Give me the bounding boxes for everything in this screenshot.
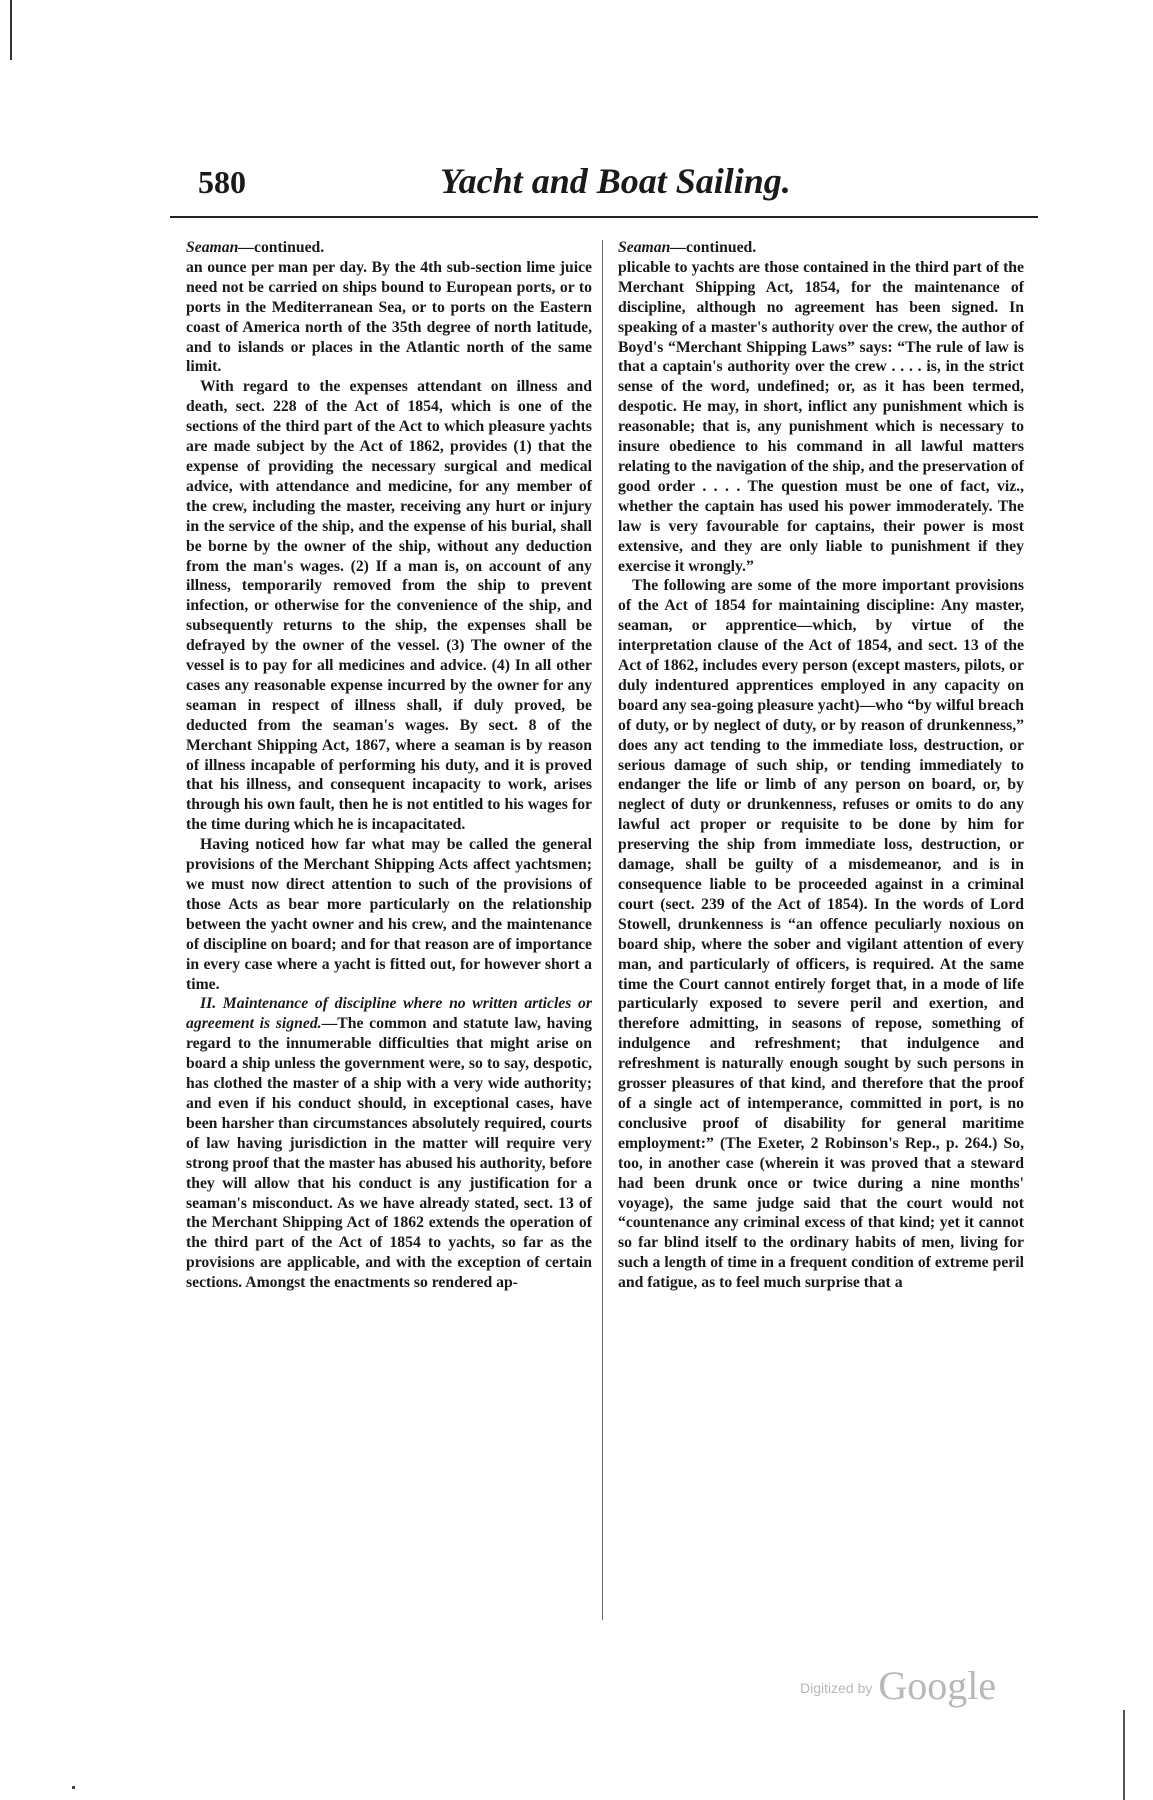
left-column xyxy=(186,238,592,1293)
paragraph: plicable to yachts are those contained in the third part of the Merchant Shipping Act, 1854, for the maintenance of discipline, although no agreement has been signed. In speaking of a master's authority over the crew, the author of Boyd's “Merchant Shipping Laws” says: “The rule of law is that a captain's authority over the crew . . . . is, in the strict sense of the word, undefined; or, as it has been termed, despotic. He may, in short, inflict any punishment which is reasonable; that is, any punishment which is necessary to insure obedience to his command in all lawful matters relating to the navigation of the ship, and the preservation of good order . . . . The question must be one of fact, viz., whether the captain has used his power immoderately. The law is very favourable for captains, their power is most extensive, and they are only liable to punishment if they exercise it wrongly.” xyxy=(618,258,1024,575)
watermark-prefix: Digitized by xyxy=(800,1680,873,1696)
google-logo: Google xyxy=(878,1663,997,1708)
section-heading: II. Maintenance of discipline where no written articles or agreement is signed. xyxy=(186,995,592,1033)
scan-edge-mark xyxy=(1123,1710,1125,1800)
scan-speck xyxy=(72,1786,75,1789)
column-divider xyxy=(602,240,603,1620)
digitized-watermark xyxy=(800,1662,996,1709)
paragraph: Having noticed how far what may be called the general provisions of the Merchant Shipping Acts affect yachtsmen; we must now direct attention to such of the provisions of those Acts as bear more particularly on the relationship between the yacht owner and his crew, and the maintenance of discipline on board; and for that reason are of importance in every case where a yacht is fitted out, for however short a time. xyxy=(186,836,592,993)
paragraph: an ounce per man per day. By the 4th sub-section lime juice need not be carried on ships bound to European ports, or to ports in the Mediterranean Sea, or to ports on the Eastern coast of America north of the 35th degree of north latitude, and to islands or places in the Atlantic north of the same limit. xyxy=(186,258,592,376)
paragraph: With regard to the expenses attendant on illness and death, sect. 228 of the Act of 1854, which is one of the sections of the third part of the Act to which pleasure yachts are made subject by the Act of 1862, provides (1) that the expense of providing the necessary surgical and medical advice, with attendance and medicine, for any member of the crew, including the master, receiving any hurt or injury in the service of the ship, and the expense of his burial, shall be borne by the owner of the ship, without any deduction from the man's wages. (2) If a man is, on account of any illness, temporarily removed from the ship to prevent infection, or otherwise for the convenience of the ship, and subsequently returns to the ship, the expenses shall be defrayed by the owner of the vessel. (3) The owner of the vessel is to pay for all medicines and advice. (4) In all other cases any reasonable expense incurred by the owner for any seaman in respect of illness shall, if duly proved, be deducted from the seaman's wages. By sect. 8 of the Merchant Shipping Act, 1867, where a seaman is by reason of illness incapable of performing his duty, and it is proved that his illness, and consequent incapacity to work, arises through his own fault, then he is not entitled to his wages for the time during which he is incapacitated. xyxy=(186,378,592,834)
running-title: Yacht and Boat Sailing. xyxy=(440,161,791,201)
paragraph: The following are some of the more important provisions of the Act of 1854 for maintaining discipline: Any master, seaman, or apprentice—which, by virtue of the interpretation clause of the Act of 1854, and sect. 13 of the Act of 1862, includes every person (except masters, pilots, or duly indentured apprentices employed in any capacity on board any sea-going pleasure yacht)—who “by wilful breach of duty, or by neglect of duty, or by reason of drunkenness,” does any act tending to the immediate loss, destruction, or serious damage of such ship, or tending immediately to endanger the life or limb of any person on board, or, by neglect of duty or drunkenness, refuses or omits to do any lawful act proper or requisite to be done by him for preserving the ship from immediate loss, destruction, or damage, shall be guilty of a misdemeanor, and is in consequence liable to be proceeded against in a criminal court (sect. 239 of the Act of 1854). In the words of Lord Stowell, drunkenness is “an offence peculiarly noxious on board ship, where the sober and vigilant attention of every man, and particularly of officers, is required. At the same time the Court cannot entirely forget that, in a mode of life particularly exposed to severe peril and exertion, and therefore admitting, in seasons of repose, something of indulgence and refreshment; that indulgence and refreshment is naturally enough sought by such persons in grosser pleasures of that kind, and therefore that the proof of a single act of intemperance, committed in port, is no conclusive proof of disability for general maritime employment:” (The Exeter, 2 Robinson's Rep., p. 264.) So, too, in another case (wherein it was proved that a steward had been drunk once or twice during a nine months' voyage), the same judge said that the court would not “countenance any criminal excess of that kind; yet it cannot so far blind itself to the ordinary habits of men, living for such a length of time in a frequent condition of extreme peril and fatigue, as to feel much surprise that a xyxy=(618,577,1024,1292)
right-column xyxy=(618,238,1024,1293)
section-text: —The common and statute law, having regard to the innumerable difficulties that might arise on board a ship unless the government were, so to say, despotic, has clothed the master of a ship with a very wide authority; and even if his conduct should, in exceptional cases, have been harsher than circumstances absolutely required, courts of law having jurisdiction in the matter will require very strong proof that the master has abused his authority, before they will allow that his conduct is any justification for a seaman's misconduct. As we have already stated, sect. 13 of the Merchant Shipping Act of 1862 extends the operation of the third part of the Act of 1854 to yachts, so far as the provisions are applicable, and with the exception of certain sections. Amongst the enactments so rendered ap- xyxy=(186,1015,592,1292)
page-number: 580 xyxy=(198,164,246,200)
continued-label: Seaman—continued. xyxy=(186,239,325,256)
section-paragraph xyxy=(186,994,592,1293)
header-rule xyxy=(170,216,1038,218)
page-header xyxy=(160,160,1040,210)
scan-edge-mark xyxy=(10,0,12,60)
continued-label: Seaman—continued. xyxy=(618,239,757,256)
